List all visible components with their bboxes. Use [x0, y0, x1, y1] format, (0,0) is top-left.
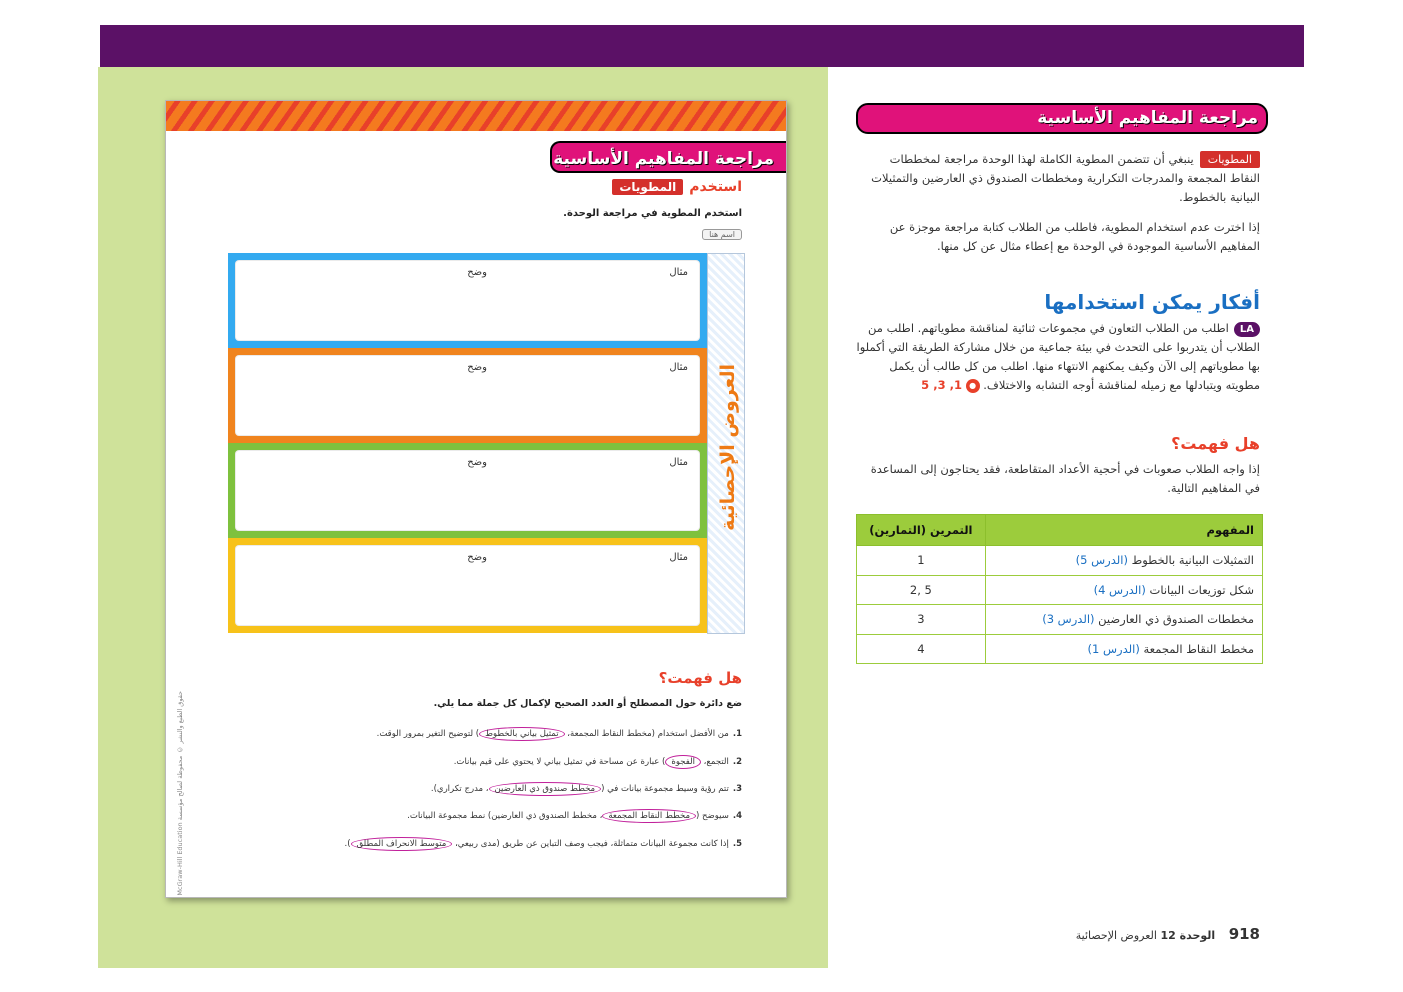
- header-exercises: التمرين (التمارين): [857, 515, 986, 546]
- teacher-got-it-heading: هل فهمت؟: [1171, 434, 1260, 453]
- foldables-badge: المطويات: [1200, 151, 1260, 168]
- lesson-ref: (الدرس 4): [1093, 582, 1146, 597]
- question-text: ).: [344, 839, 351, 849]
- describe-label: وضح: [467, 267, 487, 278]
- concept-cell: [985, 605, 1262, 635]
- question-text: ) عبارة عن مساحة في تمثيل بياني لا يحتوي على قيم بيانات.: [453, 757, 666, 767]
- got-it-paragraph: إذا واجه الطلاب صعوبات في أحجية الأعداد المتقاطعة، فقد يحتاجون إلى المساعدة في المفاهيم التالية.: [870, 462, 1260, 495]
- page-number: 918: [1228, 925, 1260, 943]
- question-text: من الأفضل استخدام (مخطط النقاط المجمعة،: [567, 729, 729, 739]
- exercise-cell: 3: [857, 605, 986, 635]
- question-text: ، مدرج تكراري).: [430, 784, 489, 794]
- question-item: [407, 811, 742, 821]
- name-tab: اسم هنا: [702, 229, 742, 240]
- exercise-cell: 4: [857, 634, 986, 664]
- question-text: تتم رؤية وسيط مجموعة بيانات في (: [601, 784, 729, 794]
- foldable-card: [235, 260, 700, 341]
- exercise-references: 1, 3, 5: [921, 378, 962, 392]
- example-label: مثال: [669, 267, 688, 278]
- unit-title: العروض الإحصائية: [1075, 929, 1157, 942]
- student-page: [165, 100, 787, 898]
- use-foldables-heading: [612, 179, 742, 195]
- circled-answer: الفجوة: [665, 755, 701, 769]
- question-text: التجمع،: [703, 757, 729, 767]
- foldable-diagram: [228, 253, 745, 634]
- foldable-spine: [707, 253, 745, 634]
- table-header-row: [857, 515, 1263, 546]
- table-row: [857, 575, 1263, 605]
- table-row: [857, 634, 1263, 664]
- describe-label: وضح: [467, 362, 487, 373]
- header-concept: المفهوم: [985, 515, 1262, 546]
- foldables-paragraph: [856, 150, 1260, 207]
- unit-label: الوحدة 12: [1160, 929, 1216, 942]
- use-word: استخدم: [689, 179, 742, 195]
- example-label: مثال: [669, 362, 688, 373]
- la-badge: LA: [1234, 322, 1260, 337]
- exercise-reference-icon: ●: [966, 379, 980, 393]
- concept-cell: [985, 546, 1262, 576]
- circled-answer: مخطط النقاط المجمعة: [602, 809, 696, 823]
- concept-text: شكل توزيعات البيانات: [1149, 582, 1254, 597]
- foldable-band-orange: [228, 348, 707, 443]
- question-text: إذا كانت مجموعة البيانات متماثلة، فيجب وصف التباين عن طريق (مدى ربيعي،: [455, 839, 729, 849]
- lesson-ref: (الدرس 1): [1087, 641, 1140, 656]
- question-item: [377, 729, 742, 739]
- foldable-card: [235, 545, 700, 626]
- describe-label: وضح: [467, 552, 487, 563]
- question-text: سيوضح (: [696, 811, 729, 821]
- decorative-stripe: [166, 101, 786, 131]
- foldable-band-yellow: [228, 538, 707, 633]
- foldable-card: [235, 355, 700, 436]
- got-it-heading: هل فهمت؟: [658, 669, 742, 687]
- question-number: 1.: [732, 729, 742, 739]
- teacher-notes-title: مراجعة المفاهيم الأساسية: [856, 103, 1268, 134]
- circled-answer: مخطط صندوق ذي العارضين: [489, 782, 602, 796]
- foldable-band-blue: [228, 253, 707, 348]
- question-text: ) لتوضيح التغير بمرور الوقت.: [376, 729, 480, 739]
- concept-text: مخطط النقاط المجمعة: [1143, 641, 1254, 656]
- table-row: [857, 546, 1263, 576]
- question-number: 4.: [732, 811, 742, 821]
- question-item: [345, 839, 742, 849]
- concept-text: التمثيلات البيانية بالخطوط: [1131, 553, 1254, 568]
- circled-answer: تمثيل بياني بالخطوط: [479, 727, 564, 741]
- example-label: مثال: [669, 552, 688, 563]
- question-item: [454, 757, 742, 767]
- question-text: ، مخطط الصندوق ذي العارضين) نمط مجموعة البيانات.: [407, 811, 603, 821]
- question-number: 5.: [732, 839, 742, 849]
- concept-cell: [985, 634, 1262, 664]
- copyright-note: حقوق الطبع والنشر © محفوظة لصالح مؤسسة McGraw-Hill Education: [176, 691, 184, 896]
- concept-text: مخططات الصندوق ذي العارضين: [1098, 612, 1254, 627]
- describe-label: وضح: [467, 457, 487, 468]
- lesson-ref: (الدرس 5): [1075, 553, 1128, 568]
- exercise-cell: 1: [857, 546, 986, 576]
- exercise-cell: 2, 5: [857, 575, 986, 605]
- question-item: [431, 784, 742, 794]
- question-number: 3.: [732, 784, 742, 794]
- foldable-band-green: [228, 443, 707, 538]
- question-instruction: ضع دائرة حول المصطلح أو العدد الصحيح لإكمال كل جملة مما يلي.: [433, 698, 742, 709]
- foldable-spine-title: العروض الإحصائية: [717, 364, 739, 531]
- circled-answer: متوسط الانحراف المطلق: [351, 837, 453, 851]
- question-number: 2.: [732, 757, 742, 767]
- example-label: مثال: [669, 457, 688, 468]
- ideas-paragraph: [856, 319, 1260, 395]
- ideas-text: اطلب من الطلاب التعاون في مجموعات ثنائية لمناقشة مطوياتهم. اطلب من الطلاب أن يتدربوا على التحدث في بيئة جماعية من خلال مشاركة الطريقة التي أكملوا بها مطوياتهم إلى الآن وكيف يمكنهم الانتهاء منها. اطلب من كل طالب أن يكمل مطويته ويتبادلها مع زميله لمناقشة أوجه التشابه والاختلاف.: [856, 321, 1260, 392]
- concept-cell: [985, 575, 1262, 605]
- alternative-paragraph: إذا اخترت عدم استخدام المطوية، فاطلب من الطلاب كتابة مراجعة موجزة عن المفاهيم الأساسية الموجودة في الوحدة مع إعطاء مثال عن كل منها.: [889, 220, 1260, 253]
- foldables-badge: المطويات: [612, 179, 683, 195]
- student-page-title: مراجعة المفاهيم الأساسية: [550, 141, 786, 173]
- ideas-heading: أفكار يمكن استخدامها: [1044, 290, 1260, 314]
- lesson-ref: (الدرس 3): [1042, 612, 1095, 627]
- concept-table: [856, 514, 1263, 664]
- top-band: [100, 25, 1304, 67]
- table-row: [857, 605, 1263, 635]
- page-footer: [1076, 925, 1260, 943]
- foldable-instruction: استخدم المطوية في مراجعة الوحدة.: [563, 208, 742, 219]
- foldables-text: ينبغي أن تتضمن المطوية الكاملة لهذا الوحدة مراجعة لمخططات النقاط المجمعة والمدرجات التكرارية ومخططات الصندوق ذي العارضين والتمثيلات البيانية بالخطوط.: [871, 152, 1260, 204]
- foldable-card: [235, 450, 700, 531]
